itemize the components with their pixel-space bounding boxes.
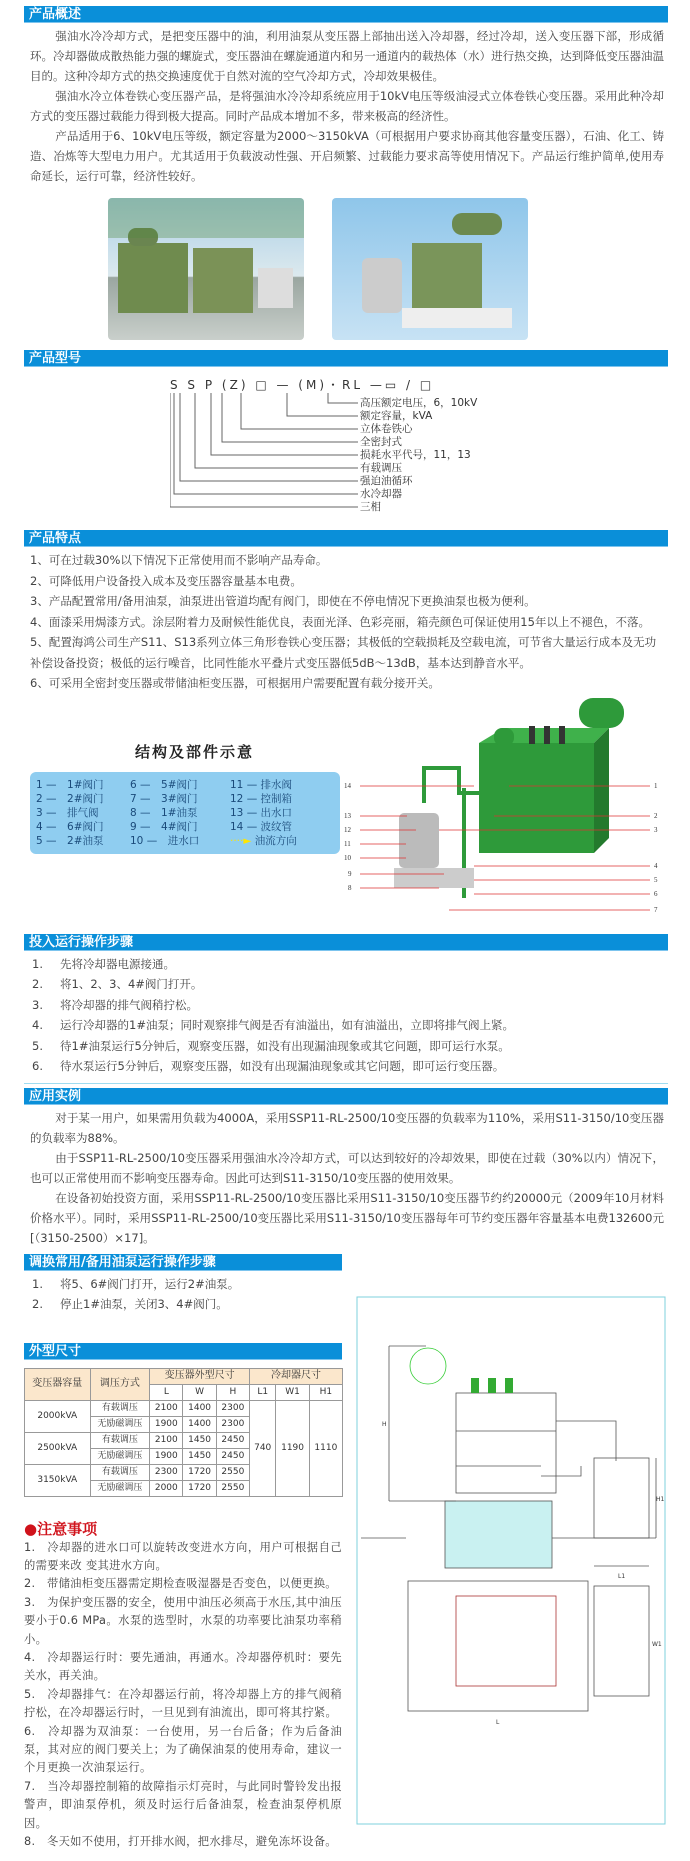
overview-text [24,23,668,186]
step-item: 将5、6#阀门打开，运行2#油泵。 [60,1276,240,1291]
feature-item: 2、可降低用户设备投入成本及变压器容量基本电费。 [30,573,302,588]
example-paragraph: 由于SSP11-RL-2500/10变压器采用强油水冷冷却方式，可以达到较好的冷却效果，即使在过载（30%以内）情况下，也可以正常使用而不影响变压器寿命。因此可达到S11-3150/10变压器的使用效果。 [30,1150,664,1185]
step-item: 待1#油泵运行5分钟后，观察变压器，如没有出现漏油现象或其它问题，即可运行水泵。 [60,1038,510,1053]
section-header-dimensions: 外型尺寸 [24,1343,342,1360]
legend-item: 3 — 排气阀 [36,806,99,819]
legend-flow-item [230,834,297,848]
notes-list [24,1539,342,1852]
note-item: 3. 为保护变压器的安全，使用中油压必须高于水压,其中油压要小于0.6 MPa。水泵的选型时，水泵的功率要比油泵功率稍小。 [24,1595,342,1646]
table-row: 3150kVA 有载调压 2300 1720 2550 [25,1464,343,1480]
table-row: 2000kVA 有载调压 2100 1400 2300 740 1190 1110 [25,1400,343,1416]
flow-arrow-icon: ····► [230,834,252,847]
model-label: 立体卷铁心 [360,422,413,435]
step-item: 运行冷却器的1#油泵；同时观察排气阀是否有油溢出，如有油溢出，立即将排气阀上紧。 [60,1018,514,1032]
section-header-model: 产品型号 [24,350,668,367]
dim-label-h: H [382,1420,387,1428]
legend-item: 2 — 2#阀门 [36,792,104,805]
legend-item: 14 — 波纹管 [230,820,293,833]
callout-3: 3 [654,825,658,834]
product-photo-indoor [332,198,528,340]
bottom-left-column [24,1254,342,1852]
note-item: 1. 冷却器的进水口可以旋转改变进水方向，用户可根据自己的需要来改 变其进水方向。 [24,1540,342,1572]
model-block [24,367,668,530]
table-row: 无励磁调压 1900 1400 2300 [25,1416,343,1432]
callout-6: 6 [654,889,658,898]
section-header-startup: 投入运行操作步骤 [24,934,668,951]
legend-item: 油流方向 [254,834,297,847]
product-photo-outdoor [108,198,304,340]
bottom-section [24,1254,668,1852]
model-code-leader-lines [170,393,360,518]
table-row: 2500kVA 有载调压 2100 1450 2450 [25,1432,343,1448]
callout-7: 7 [654,905,658,914]
dim-label-h1: H1 [656,1495,665,1503]
section-header-features: 产品特点 [24,530,668,547]
overview-paragraph: 强油水冷冷却方式，是把变压器中的油，利用油泵从变压器上部抽出送入冷却器，经过冷却，送入变压器下部，形成循环。冷却器做成散热能力强的螺旋式，变压器油在螺旋通道内和另一通道内的载热体（水）进行热交换，达到降低变压器油温目的。这种冷却方式的热交换速度优于自然对流的空气冷却方式，冷却效果极佳。 [30,29,664,83]
callout-11: 11 [344,839,351,848]
dimension-drawing [356,1296,668,1826]
dim-label-l: L [496,1718,500,1726]
dimensions-table: 变压器容量 调压方式 变压器外型尺寸 冷却器尺寸 L W H L1 W1 H1 2000kVA 有载调压 2100 1400 2300 740 1190 1110 无励磁调压 1900 1400 2300 2500kVA 有载调压 2100 1450 2450 无励磁调压 1900 1450 2450 3150kVA 有载调压 2300 1720 2550 无励磁调压 2000 1720 2550 [24,1368,343,1497]
structure-legend [30,772,340,854]
model-code: S S P (Z) □ — (M)・RL —▭ / □ [170,378,435,392]
callout-4: 4 [654,861,658,870]
legend-item: 6 — 5#阀门 [130,778,198,791]
dim-label-w1: W1 [652,1640,662,1648]
table-row: 无励磁调压 1900 1450 2450 [25,1448,343,1464]
feature-item: 3、产品配置常用/备用油泵，油泵进出管道均配有阀门，即使在不停电情况下更换油泵也极为便利。 [30,594,536,608]
example-text [24,1105,668,1248]
callout-1: 1 [654,781,658,790]
callout-13: 13 [344,811,351,820]
legend-item: 9 — 4#阀门 [130,820,198,833]
legend-item: 1 — 1#阀门 [36,778,104,791]
notes-title: ●注意事项 [24,1519,98,1538]
legend-item: 11 — 排水阀 [230,778,293,791]
overview-paragraph: 强油水冷立体卷铁心变压器产品，是将强油水冷冷却系统应用于10kV电压等级油浸式立体卷铁心变压器。采用此种冷却方式的变压器过载能力得到极大提高。同时产品成本增加不多，带来极高的经济性。 [30,89,664,123]
switch-steps [24,1271,342,1315]
step-item: 将冷却器的排气阀稍拧松。 [60,997,198,1012]
model-label: 全密封式 [360,435,402,448]
divider [24,1083,668,1084]
model-label: 三相 [360,500,381,513]
model-label: 高压额定电压，6，10kV [360,396,478,409]
note-item: 2. 带储油柜变压器需定期检查吸湿器是否变色，以便更换。 [24,1577,337,1591]
model-legend [170,393,668,518]
legend-item: 8 — 1#油泵 [130,806,198,819]
dim-label-l1: L1 [618,1572,626,1580]
section-header-overview: 产品概述 [24,6,668,23]
feature-item: 4、面漆采用焗漆方式。涂层附着力及耐候性能优良，表面光泽、色彩亮丽，箱壳颜色可保证使用15年以上不褪色，不落。 [30,614,650,629]
model-label: 有载调压 [360,461,402,474]
features-list [24,547,668,694]
structure-3d-diagram [344,698,668,928]
callout-14: 14 [344,781,351,790]
step-item: 将1、2、3、4#阀门打开。 [60,977,203,991]
callout-2: 2 [654,811,658,820]
startup-steps [24,951,668,1077]
structure-section [24,698,668,928]
callout-10: 10 [344,853,351,862]
legend-column [230,778,297,848]
structure-title: 结构及部件示意 [135,742,255,761]
example-paragraph: 在设备初始投资方面，采用SSP11-RL-2500/10变压器比采用S11-3150/10变压器节约约20000元（2009年10月材料价格水平）。同时，采用SSP11-RL-2500/10变压器比采用S11-3150/10变压器每年可节约变压器年容量基本电费132600元[（3150-2500）×17]。 [30,1190,664,1245]
callout-12: 12 [344,825,351,834]
legend-item: 12 — 控制箱 [230,792,293,805]
step-item: 先将冷却器电源接通。 [60,956,175,971]
example-paragraph: 对于某一用户，如果需用负载为4000A，采用SSP11-RL-2500/10变压器的负载率为110%，采用S11-3150/10变压器的负载率为88%。 [30,1110,664,1145]
note-item: 6. 冷却器为双油泵：一台使用，另一台后备；作为后备油泵，其对应的阀门要关上；为了确保油泵的使用寿命，建议一个月更换一次油泵运行。 [24,1724,342,1775]
model-label: 额定容量，kVA [360,409,433,422]
feature-item: 5、配置海鸿公司生产S11、S13系列立体三角形卷铁心变压器；其极低的空载损耗及空载电流，可节省大量运行成本及无功补偿设备投资；极低的运行噪音，比同性能水平叠片式变压器低5dB～13dB，基本达到静音水平。 [30,635,657,670]
model-labels [360,397,477,519]
callout-5: 5 [654,875,658,884]
bullet-icon: ● [24,1519,38,1538]
legend-item: 10 — 进水口 [130,834,200,847]
structure-legend-panel [24,698,344,928]
table-row: 无励磁调压 2000 1720 2550 [25,1480,343,1496]
legend-item: 7 — 3#阀门 [130,792,198,805]
model-label: 损耗水平代号，11，13 [360,448,471,461]
legend-item: 5 — 2#油泵 [36,834,104,847]
feature-item: 6、可采用全密封变压器或带储油柜变压器，可根据用户需要配置有载分接开关。 [30,676,440,690]
overview-paragraph: 产品适用于6、10kV电压等级，额定容量为2000～3150kVA（可根据用户要求协商其他容量变压器），石油、化工、铸造、冶炼等大型电力用户。尤其适用于负载波动性强、开启频繁、过载能力要求高等使用情况下。产品运行维护简单,使用寿命延长，运行可靠，经济性较好。 [30,129,664,183]
note-item: 7. 当冷却器控制箱的故障指示灯亮时，与此同时警铃发出报警声，即油泵停机，须及时运行后备油泵，检查油泵停机原因。 [24,1779,342,1830]
product-photos [24,198,668,340]
legend-item: 4 — 6#阀门 [36,820,104,833]
callout-9: 9 [348,869,352,878]
legend-item: 13 — 出水口 [230,806,293,819]
section-header-switch: 调换常用/备用油泵运行操作步骤 [24,1254,342,1271]
model-label: 强迫油循环 [360,474,413,487]
note-item: 8. 冬天如不使用，打开排水阀，把水排尽，避免冻坏设备。 [24,1835,337,1848]
model-label: 水冷却器 [360,487,402,500]
step-item: 待水泵运行5分钟后，观察变压器，如没有出现漏油现象或其它问题，即可运行变压器。 [60,1059,505,1073]
callout-8: 8 [348,883,352,892]
note-item: 4. 冷却器运行时：要先通油，再通水。冷却器停机时：要先关水，再关油。 [24,1650,342,1683]
note-item: 5. 冷却器排气：在冷却器运行前，将冷却器上方的排气阀稍拧松，在冷却器运行时，一旦见到有油流出，即可将其拧紧。 [24,1687,342,1720]
legend-column [130,778,230,848]
legend-column [36,778,130,848]
step-item: 停止1#油泵，关闭3、4#阀门。 [60,1297,228,1311]
section-header-example: 应用实例 [24,1088,668,1105]
feature-item: 1、可在过载30%以下情况下正常使用而不影响产品寿命。 [30,553,328,567]
